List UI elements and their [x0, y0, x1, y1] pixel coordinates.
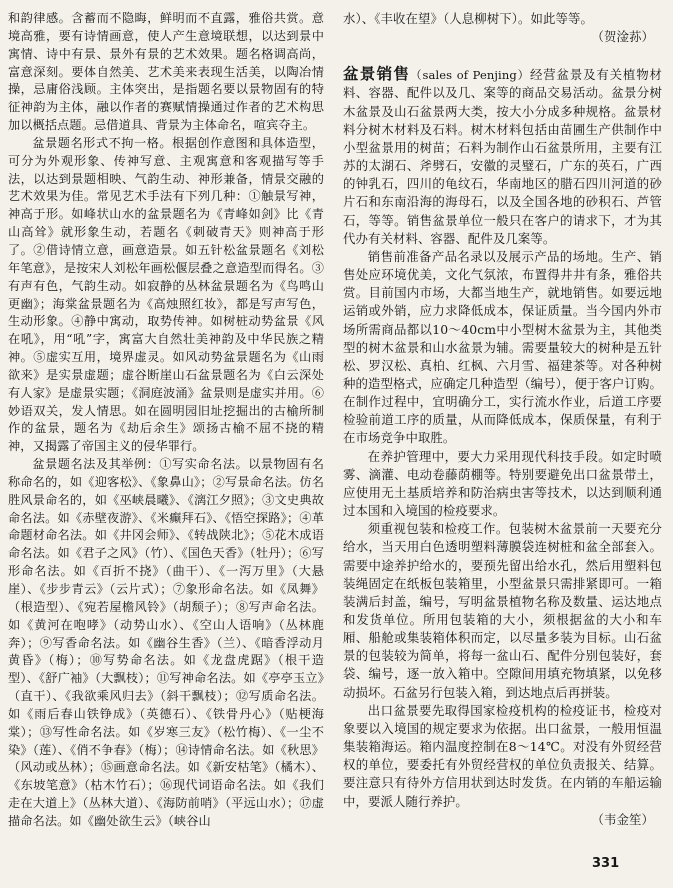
entry-title: 盆景销售 — [343, 65, 411, 84]
right-column — [343, 10, 662, 829]
author-signature: （韦金笙） — [591, 811, 654, 827]
paragraph: 盆景题名形式不拘一格。根据创作意图和具体造型，可分为外观形象、传神写意、主观寓意和客观描写等手法，以达到景题相映、气韵生动、神形兼备，情景交融的艺术效果为佳。常见艺术手法有下列几种：①触景写神，神高于形。如峰状山水的盆景题名为《青峰如剑》比《青山高耸》就形象生动，若题名《刺破青天》则神高于形了。②借诗情立意，画意造景。如五针松盆景题名《刘松年笔意》，是按宋人刘松年画松偃层叠之意造型而得名。③有声有色，气韵生动。如寂静的丛林盆景题名为《鸟鸣山更幽》；海棠盆景题名为《高烛照红妆》，都是写声写色，生动形象。④静中寓动，取势传神。如树桩动势盆景《风在吼》，用“吼”字，寓富大自然壮美神韵及中华民族之精神。⑤虚实互用，境界虚灵。如风动势盆景题名为《山雨欲来》是实景虚题；虚谷断崖山石盆景题名为《白云深处有人家》是虚景实题；《洞庭波涌》盆景则是虚实并用。⑥妙语双关，发人情思。如在圆明园旧址挖掘出的古榆所制作的盆景，题名为《劫后余生》颂扬古榆不屈不挠的精神，又揭露了帝国主义的侵华罪行。 — [8, 135, 324, 454]
paragraph: 和韵律感。含蓄而不隐晦，鲜明而不直露，雅俗共赏。意境高雅，要有诗情画意，使人产生意境联想，以达到景中寓情、诗中有景、景外有景的艺术效果。题名格调高尚，富意深刻。要体自然美、艺术美来表现生活美，以陶冶情操，忌庸俗浅顾。主体突出，是指题名要以景物固有的特征神韵为主体，融以作者的赛赋情操通过作者的艺术构思加以概括点题。忌借道具、背景为主体命名，喧宾夺主。 — [8, 11, 324, 133]
paragraph: 水）、《丰收在望》（人息柳树下）。如此等等。 — [343, 11, 593, 26]
author-signature: （贺淦荪） — [591, 29, 654, 45]
entry-intro — [343, 65, 662, 248]
paragraph: 经营盆景及有关植物材料、容器、配件以及几、案等的商品交易活动。盆景分树木盆景及山石盆景两大类，按大小分成多种规格。盆景材料分树木材料及石料。树木材料包括由苗圃生产供制作中小型盆景用的树苗；石料为制作山石盆景所用，主要有江苏的太湖石、斧劈石，安徽的灵璧石，广东的英石，广西的钟乳石，四川的龟纹石，华南地区的腊石四川河道的砂片石和东南沿海的海母石，以及全国各地的砂积石、芦管石，等等。销售盆景单位一般只在客户的请求下，才为其代办有关材料、容器、配件及几案等。 — [343, 67, 662, 246]
paragraph: 在养护管理中，要大力采用现代科技手段。如定时喷雾、滴灌、电动卷藤荫棚等。特别要避免出口盆景带土，应使用无土基质培养和防治病虫害等技术，以达到顺利通过本国和入境国的检疫要求。 — [343, 448, 662, 519]
paragraph: 出口盆景要先取得国家检疫机构的检疫证书，检疫对象要以入境国的规定要求为依据。出口盆景，一般用恒温集装箱海运。箱内温度控制在8～14℃。对没有外贸经营权的单位，要委托有外贸经营权的单位负责报关、结算。要注意只有待外方信用状到达时发货。在内销的车船运输中，要派人随行养护。 — [343, 702, 662, 809]
entry-english-title: （sales of Penjing） — [410, 68, 530, 83]
paragraph: 销售前准备产品名录以及展示产品的场地。生产、销售处应环境优美，文化气氛浓，布置得井井有条，雅俗共赏。目前国内市场，大都当地生产，就地销售。如要远地运销或外销，应力求降低成本，保证质量。当今国内外市场所需商品都以10～40cm中小型树木盆景为主，其他类型的树木盆景和山水盆景为辅。需要量较大的树种是五针松、罗汉松、真柏、红枫、六月雪、福建茶等。对各种树种的造型格式，应确定几种造型（编号），便于客户订购。在制作过程中，宜明确分工，实行流水作业，后道工序要检验前道工序的质量，从而降低成本，保质保量，有利于在市场竞争中取胜。 — [343, 248, 662, 446]
page-number: 331 — [592, 856, 620, 871]
paragraph: 须重视包装和检疫工作。包装树木盆景前一天要充分给水，当天用白色透明塑料薄膜袋连树桩和盆全部套入。需要中途养护给水的，要预先留出给水孔，然后用塑料包装绳固定在纸板包装箱里，小型盆景只需排紧即可。一箱装满后封盖，编号，写明盆景植物名称及数量、运达地点和发货单位。所用包装箱的大小，须根据盆的大小和车厢、船舱或集装箱体积而定，以尽量多装为目标。山石盆景的包装较为简单，将每一盆山石、配件分别包装好，套袋、编号，逐一放入箱中。空隙间用填充物填紧，以免移动损坏。石盆另行包装入箱，到达地点后再拼装。 — [343, 521, 662, 700]
left-column — [8, 10, 324, 831]
paragraph: 盆景题名法及其举例：①写实命名法。以景物固有名称命名的，如《迎客松》、《象鼻山》；②写景命名法。仿名胜风景命名的，如《巫峡晨曦》、《漓江夕照》；③文史典故命名法。如《赤壁夜游》、《米癫拜石》、《悟空探路》；④革命题材命名法。如《井冈会师》、《转战陕北》；⑤花木成语命名法。如《君子之风》（竹）、《国色天香》（牡丹）；⑥写形命名法。如《百折不挠》（曲干）、《一泻万里》（大悬崖）、《步步青云》（云片式）；⑦象形命名法。如《凤舞》（根造型）、《宛若屋檐风铃》（胡颓子）；⑧写声命名法。如《黄河在咆哮》（动势山水）、《空山人语响》（丛林鹿奔）；⑨写香命名法。如《幽谷生香》（兰）、《暗香浮动月黄昏》（梅）；⑩写势命名法。如《龙盘虎踞》（根干造型）、《舒广袖》（大飘枝）；⑪写神命名法。如《亭亭玉立》（直干）、《我欲乘风归去》（斜干飘枝）；⑫写质命名法。如《雨后春山铁铮成》（英德石）、《铁骨丹心》（贴梗海棠）；⑬写性命名法。如《岁寒三友》（松竹梅）、《一尘不染》（莲）、《俏不争春》（梅）；⑭诗情命名法。如《秋思》（风动或丛林）；⑮画意命名法。如《新安枯笔》（橘木）、《东坡笔意》（枯木竹石）；⑯现代词语命名法。如《我们走在大道上》（丛林大道）、《海防前哨》（平远山水）；⑰虚描命名法。如《幽处欲生云》（峡谷山 — [8, 457, 324, 828]
